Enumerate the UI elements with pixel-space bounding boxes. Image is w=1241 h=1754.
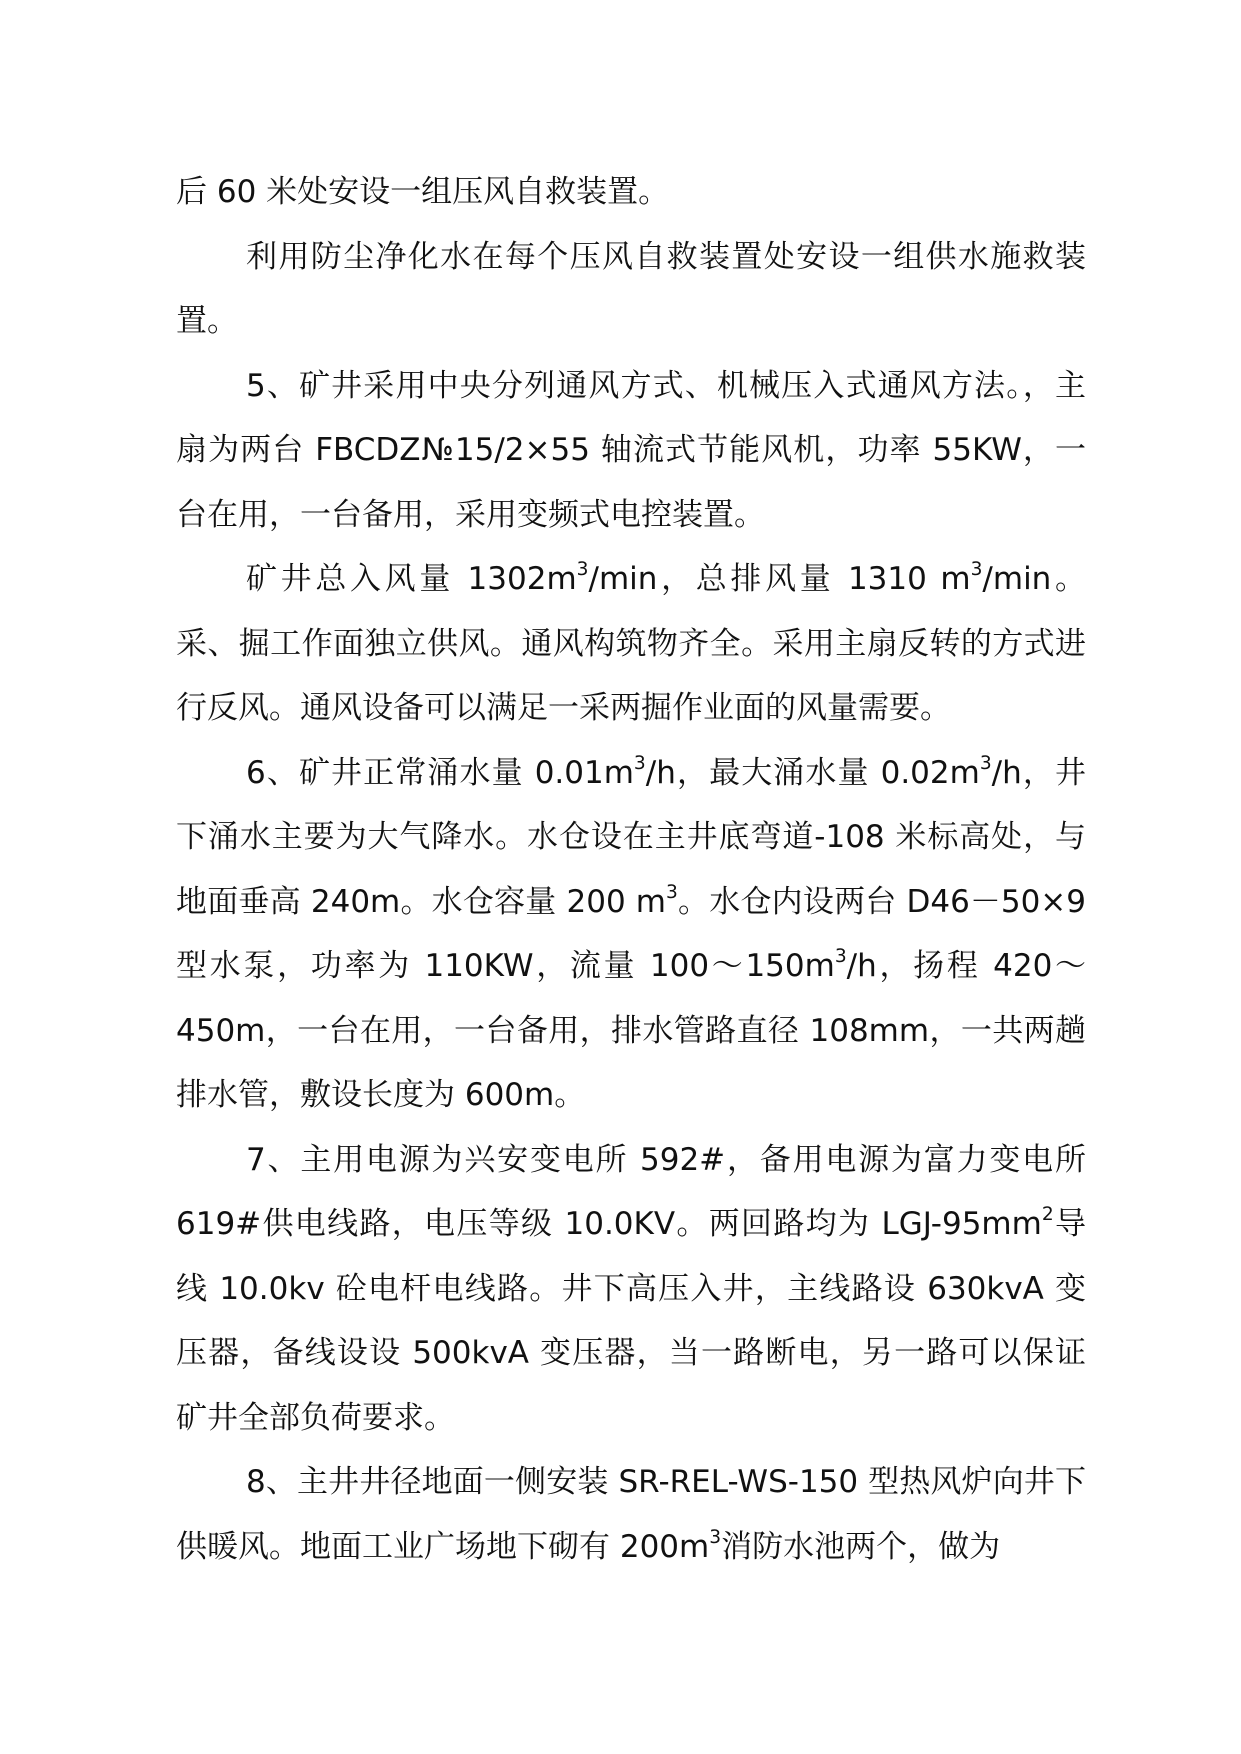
text-run: 后 60 米处安设一组压风自救装置。 <box>176 174 670 210</box>
paragraph <box>176 547 1086 741</box>
paragraph <box>176 1128 1086 1451</box>
text-run: /min。采、掘工作面独立供风。通风构筑物齐全。采用主扇反转的方式进行反风。通风设备可以满足一采两掘作业面的风量需要。 <box>176 561 1086 726</box>
superscript: 3 <box>970 559 983 581</box>
paragraph <box>176 1450 1086 1579</box>
paragraph <box>176 160 1086 225</box>
superscript: 3 <box>576 559 589 581</box>
text-run: /h，井下涌水主要为大气降水。水仓设在主井底弯道-108 米标高处，与地面垂高 240m。水仓容量 200 m <box>176 754 1086 920</box>
superscript: 3 <box>834 946 847 968</box>
paragraph <box>176 741 1086 1128</box>
superscript: 3 <box>709 1526 722 1548</box>
paragraph <box>176 225 1086 354</box>
document-body <box>176 160 1086 1579</box>
text-run: 7、主用电源为兴安变电所 592#，备用电源为富力变电所 619#供电线路，电压等级 10.0KV。两回路均为 LGJ-95mm <box>176 1141 1086 1242</box>
text-run: /min，总排风量 1310 m <box>588 561 971 597</box>
text-run: 矿井总入风量 1302m <box>246 561 577 597</box>
text-run: /h，最大涌水量 0.02m <box>645 754 980 791</box>
superscript: 3 <box>665 881 678 903</box>
text-run: 5、矿井采用中央分列通风方式、机械压入式通风方法。，主扇为两台 FBCDZ№15/2×55 轴流式节能风机，功率 55KW，一台在用，一台备用，采用变频式电控装置。 <box>176 367 1086 533</box>
superscript: 3 <box>979 752 992 774</box>
superscript: 3 <box>633 752 646 774</box>
text-run: 8、主井井径地面一侧安装 SR-REL-WS-150 型热风炉向井下供暖风。地面工业广场地下砌有 200m <box>176 1464 1086 1565</box>
text-run: 导线 10.0kv 砼电杆电线路。井下高压入井，主线路设 630kvA 变压器，备线设设 500kvA 变压器，当一路断电，另一路可以保证矿井全部负荷要求。 <box>176 1206 1086 1436</box>
text-run: 消防水池两个，做为 <box>721 1528 1001 1565</box>
text-run: 。水仓内设两台 D46－50×9 型水泵，功率为 110KW，流量 100～150m <box>176 883 1086 984</box>
paragraph <box>176 354 1086 548</box>
text-run: /h，扬程 420～450m，一台在用，一台备用，排水管路直径 108mm，一共两趟排水管，敷设长度为 600m。 <box>176 948 1086 1113</box>
text-run: 利用防尘净化水在每个压风自救装置处安设一组供水施救装置。 <box>176 238 1086 339</box>
text-run: 6、矿井正常涌水量 0.01m <box>246 754 634 791</box>
superscript: 2 <box>1041 1204 1054 1226</box>
